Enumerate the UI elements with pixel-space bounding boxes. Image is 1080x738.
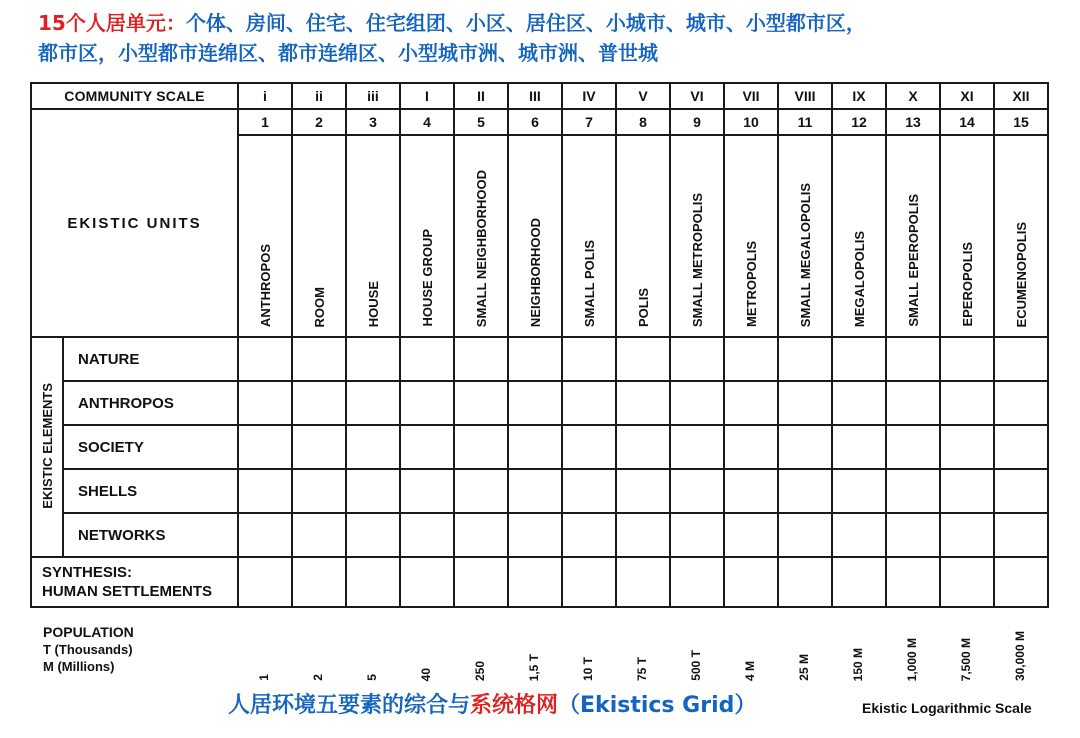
community-scale-cell: VI <box>670 83 724 109</box>
synthesis-cell <box>994 557 1048 607</box>
grid-cell <box>886 381 940 425</box>
header-line-1 <box>38 8 1068 38</box>
grid-cell <box>292 513 346 557</box>
grid-cell <box>292 469 346 513</box>
community-scale-cell: IV <box>562 83 616 109</box>
grid-cell <box>994 337 1048 381</box>
population-value: 2 <box>311 674 325 681</box>
log-scale-label: Ekistic Logarithmic Scale <box>862 700 1032 716</box>
grid-cell <box>832 381 886 425</box>
community-scale-cell: ii <box>292 83 346 109</box>
synthesis-cell <box>940 557 994 607</box>
grid-cell <box>292 381 346 425</box>
grid-cell <box>994 381 1048 425</box>
grid-cell <box>616 381 670 425</box>
ekistic-unit-cell: ROOM <box>292 135 346 337</box>
synthesis-cell <box>724 557 778 607</box>
ekistic-elements-label: EKISTIC ELEMENTS <box>31 337 63 557</box>
grid-cell <box>562 469 616 513</box>
grid-cell <box>778 381 832 425</box>
grid-cell <box>454 381 508 425</box>
grid-cell <box>778 513 832 557</box>
grid-cell <box>238 469 292 513</box>
grid-cell <box>940 337 994 381</box>
grid-cell <box>616 513 670 557</box>
ekistic-unit-cell: POLIS <box>616 135 670 337</box>
grid-cell <box>346 469 400 513</box>
unit-number-cell: 9 <box>670 109 724 135</box>
grid-cell <box>940 469 994 513</box>
header-units-list-1: 个体、房间、住宅、住宅组团、小区、居住区、小城市、城市、小型都市区， <box>185 11 866 35</box>
header-units-list-2: 都市区，小型都市连绵区、都市连绵区、小型城市洲、城市洲、普世城 <box>38 41 658 65</box>
grid-cell <box>346 337 400 381</box>
grid-cell <box>940 381 994 425</box>
unit-number-cell: 6 <box>508 109 562 135</box>
synthesis-cell <box>454 557 508 607</box>
synthesis-cell <box>562 557 616 607</box>
element-row-anthropos <box>31 381 1048 425</box>
synthesis-cell <box>292 557 346 607</box>
population-value: 5 <box>365 674 379 681</box>
grid-cell <box>670 513 724 557</box>
grid-cell <box>886 425 940 469</box>
element-label: SHELLS <box>63 469 238 513</box>
grid-cell <box>292 337 346 381</box>
grid-cell <box>832 513 886 557</box>
element-label: SOCIETY <box>63 425 238 469</box>
unit-number-cell: 15 <box>994 109 1048 135</box>
grid-cell <box>292 425 346 469</box>
community-scale-label: COMMUNITY SCALE <box>31 83 238 109</box>
grid-cell <box>562 337 616 381</box>
unit-number-cell: 10 <box>724 109 778 135</box>
grid-cell <box>940 425 994 469</box>
synthesis-cell <box>886 557 940 607</box>
community-scale-cell: XI <box>940 83 994 109</box>
synthesis-cell <box>508 557 562 607</box>
grid-cell <box>994 469 1048 513</box>
ekistic-unit-cell: ANTHROPOS <box>238 135 292 337</box>
synthesis-cell <box>616 557 670 607</box>
unit-number-cell: 2 <box>292 109 346 135</box>
element-label: ANTHROPOS <box>63 381 238 425</box>
population-label: POPULATION <box>43 624 134 640</box>
element-label: NETWORKS <box>63 513 238 557</box>
grid-cell <box>508 513 562 557</box>
element-row-networks <box>31 513 1048 557</box>
page-header <box>38 8 1068 68</box>
synthesis-cell <box>238 557 292 607</box>
grid-cell <box>724 381 778 425</box>
unit-number-row <box>31 109 1048 135</box>
unit-number-cell: 1 <box>238 109 292 135</box>
population-value: 25 M <box>797 654 811 681</box>
grid-cell <box>508 381 562 425</box>
population-value: 1,5 T <box>527 653 541 681</box>
ekistic-unit-cell: MEGALOPOLIS <box>832 135 886 337</box>
population-value: 75 T <box>635 656 649 681</box>
community-scale-cell: X <box>886 83 940 109</box>
community-scale-cell: II <box>454 83 508 109</box>
element-row-nature <box>31 337 1048 381</box>
grid-cell <box>994 425 1048 469</box>
grid-cell <box>832 469 886 513</box>
header-title: 15个人居单元： <box>38 11 186 35</box>
community-scale-cell: VIII <box>778 83 832 109</box>
unit-number-cell: 7 <box>562 109 616 135</box>
unit-number-cell: 11 <box>778 109 832 135</box>
community-scale-cell: IX <box>832 83 886 109</box>
population-value: 1,000 M <box>905 637 919 681</box>
grid-cell <box>238 381 292 425</box>
community-scale-cell: III <box>508 83 562 109</box>
community-scale-cell: VII <box>724 83 778 109</box>
grid-cell <box>778 425 832 469</box>
population-value: 150 M <box>851 647 865 681</box>
synthesis-cell <box>346 557 400 607</box>
synthesis-cell <box>832 557 886 607</box>
grid-cell <box>400 337 454 381</box>
grid-cell <box>346 425 400 469</box>
synthesis-cell <box>400 557 454 607</box>
grid-cell <box>940 513 994 557</box>
grid-cell <box>724 469 778 513</box>
population-value: 7,500 M <box>959 637 973 681</box>
synthesis-label: SYNTHESIS: HUMAN SETTLEMENTS <box>31 557 238 607</box>
ekistic-unit-cell: ECUMENOPOLIS <box>994 135 1048 337</box>
population-value: 500 T <box>689 650 703 681</box>
grid-cell <box>670 337 724 381</box>
grid-cell <box>670 381 724 425</box>
community-scale-cell: V <box>616 83 670 109</box>
grid-cell <box>832 425 886 469</box>
ekistic-unit-cell: METROPOLIS <box>724 135 778 337</box>
population-value: 40 <box>419 667 433 681</box>
population-legend <box>43 624 134 675</box>
synthesis-cell <box>670 557 724 607</box>
grid-cell <box>670 425 724 469</box>
grid-cell <box>238 337 292 381</box>
grid-cell <box>562 381 616 425</box>
grid-cell <box>778 469 832 513</box>
synthesis-cell <box>778 557 832 607</box>
grid-cell <box>508 425 562 469</box>
grid-cell <box>886 337 940 381</box>
grid-cell <box>724 513 778 557</box>
grid-cell <box>724 425 778 469</box>
grid-cell <box>508 337 562 381</box>
grid-cell <box>562 425 616 469</box>
population-value: 30,000 M <box>1013 630 1027 681</box>
population-value: 250 <box>473 660 487 681</box>
community-scale-cell: I <box>400 83 454 109</box>
grid-cell <box>238 425 292 469</box>
grid-cell <box>616 337 670 381</box>
unit-number-cell: 3 <box>346 109 400 135</box>
grid-cell <box>670 469 724 513</box>
grid-cell <box>454 513 508 557</box>
grid-cell <box>400 513 454 557</box>
grid-cell <box>400 469 454 513</box>
ekistic-unit-cell: HOUSE <box>346 135 400 337</box>
ekistic-unit-cell: EPEROPOLIS <box>940 135 994 337</box>
figure-caption: 人居环境五要素的综合与系统格网（Ekistics Grid） <box>228 693 757 718</box>
ekistic-unit-cell: SMALL NEIGHBORHOOD <box>454 135 508 337</box>
ekistic-unit-cell: SMALL EPEROPOLIS <box>886 135 940 337</box>
ekistic-unit-cell: HOUSE GROUP <box>400 135 454 337</box>
unit-number-cell: 14 <box>940 109 994 135</box>
ekistic-unit-cell: NEIGHBORHOOD <box>508 135 562 337</box>
millions-key: M (Millions) <box>43 659 115 674</box>
grid-cell <box>562 513 616 557</box>
grid-cell <box>400 425 454 469</box>
ekistic-units-label: EKISTIC UNITS <box>31 109 238 337</box>
ekistic-unit-cell: SMALL MEGALOPOLIS <box>778 135 832 337</box>
community-scale-row <box>31 83 1048 109</box>
grid-cell <box>346 381 400 425</box>
element-row-society <box>31 425 1048 469</box>
grid-cell <box>616 425 670 469</box>
grid-cell <box>346 513 400 557</box>
element-row-shells <box>31 469 1048 513</box>
population-value: 1 <box>257 674 271 681</box>
unit-number-cell: 5 <box>454 109 508 135</box>
grid-cell <box>400 381 454 425</box>
grid-cell <box>886 513 940 557</box>
grid-cell <box>832 337 886 381</box>
unit-number-cell: 4 <box>400 109 454 135</box>
ekistic-unit-cell: SMALL POLIS <box>562 135 616 337</box>
community-scale-cell: iii <box>346 83 400 109</box>
grid-cell <box>994 513 1048 557</box>
unit-number-cell: 12 <box>832 109 886 135</box>
grid-cell <box>454 337 508 381</box>
community-scale-cell: XII <box>994 83 1048 109</box>
thousands-key: T (Thousands) <box>43 642 133 657</box>
grid-cell <box>886 469 940 513</box>
unit-number-cell: 13 <box>886 109 940 135</box>
ekistic-unit-cell: SMALL METROPOLIS <box>670 135 724 337</box>
unit-number-cell: 8 <box>616 109 670 135</box>
population-value: 10 T <box>581 656 595 681</box>
community-scale-cell: i <box>238 83 292 109</box>
grid-cell <box>454 469 508 513</box>
grid-cell <box>778 337 832 381</box>
grid-cell <box>454 425 508 469</box>
grid-cell <box>724 337 778 381</box>
population-value: 4 M <box>743 660 757 681</box>
ekistics-grid-table <box>30 82 1049 608</box>
grid-cell <box>616 469 670 513</box>
synthesis-row <box>31 557 1048 607</box>
grid-cell <box>238 513 292 557</box>
grid-cell <box>508 469 562 513</box>
element-label: NATURE <box>63 337 238 381</box>
